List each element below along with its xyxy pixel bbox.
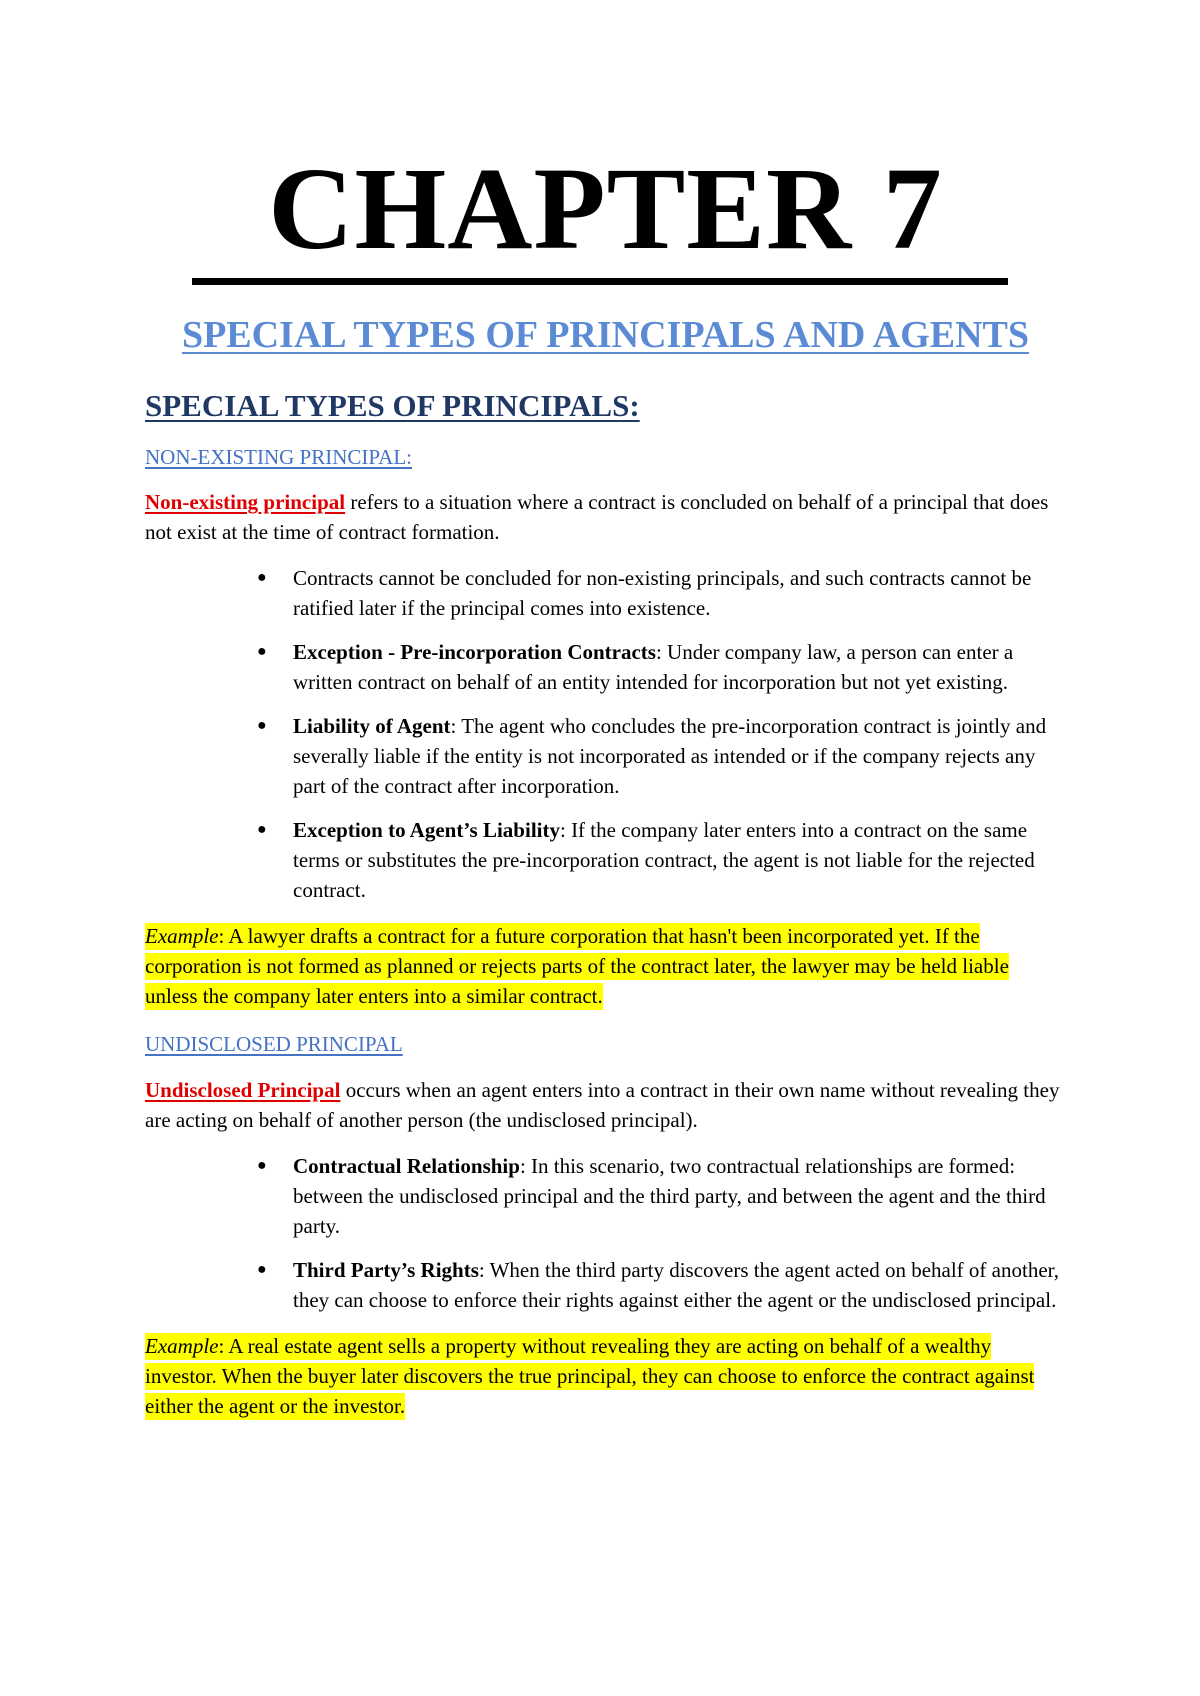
- undisclosed-principal-definition: [145, 1075, 1066, 1135]
- chapter-title: CHAPTER 7: [268, 143, 943, 274]
- bullet-label: Exception - Pre-incorporation Contracts: [293, 640, 656, 665]
- defined-term: Non-existing principal: [145, 490, 346, 515]
- bullet-icon: ●: [257, 569, 267, 587]
- bullet-icon: ●: [257, 643, 267, 661]
- bullet-icon: ●: [257, 1260, 267, 1278]
- bullet-item: [257, 637, 1066, 697]
- bullet-icon: ●: [257, 717, 267, 735]
- bullet-text: : The agent who concludes the pre-incorporation contract is jointly and severally liable if the entity is not incorporated as intended or if the company rejects any part of the contract after incorporation.: [293, 714, 1047, 799]
- bullet-text: Contracts cannot be concluded for non-existing principals, and such contracts cannot be ratified later if the principal comes into existence.: [293, 566, 1032, 621]
- non-existing-principal-bullets: [145, 563, 1066, 905]
- undisclosed-principal-heading: UNDISCLOSED PRINCIPAL: [145, 1032, 403, 1057]
- undisclosed-principal-bullets: [145, 1151, 1066, 1315]
- example-label: Example: [145, 1333, 219, 1358]
- bullet-icon: ●: [257, 1156, 267, 1174]
- bullet-text: : Under company law, a person can enter a written contract on behalf of an entity intended for incorporation but not yet existing.: [293, 640, 1014, 695]
- bullet-text: : In this scenario, two contractual relationships are formed: between the undisclosed principal and the third party, and between the agent and the third party.: [293, 1153, 1046, 1238]
- example-text: : A lawyer drafts a contract for a future corporation that hasn't been incorporated yet. If the corporation is not formed as planned or rejects parts of the contract later, the lawyer may be held liable unless the company later enters into a similar contract.: [145, 924, 1009, 1009]
- bullet-label: Liability of Agent: [293, 714, 451, 739]
- definition-text: occurs when an agent enters into a contract in their own name without revealing they are acting on behalf of another person (the undisclosed principal).: [145, 1077, 1060, 1132]
- chapter-subtitle: SPECIAL TYPES OF PRINCIPALS AND AGENTS: [181, 314, 1030, 356]
- defined-term: Undisclosed Principal: [145, 1077, 341, 1102]
- bullet-item: [257, 1151, 1066, 1241]
- undisclosed-principal-example: [145, 1331, 1066, 1421]
- bullet-text: : When the third party discovers the agent acted on behalf of another, they can choose to enforce their rights against either the agent or the undisclosed principal.: [293, 1257, 1060, 1312]
- bullet-text: : If the company later enters into a contract on the same terms or substitutes the pre-incorporation contract, the agent is not liable for the rejected contract.: [293, 818, 1035, 903]
- bullet-label: Exception to Agent’s Liability: [293, 818, 560, 843]
- chapter-title-underline: [192, 278, 1008, 285]
- example-text: : A real estate agent sells a property without revealing they are acting on behalf of a wealthy investor. When the buyer later discovers the true principal, they can choose to enforce the contract against either the agent or the investor.: [145, 1333, 1035, 1418]
- section-heading: SPECIAL TYPES OF PRINCIPALS:: [145, 387, 640, 423]
- non-existing-principal-definition: [145, 487, 1066, 547]
- bullet-item: [257, 563, 1066, 623]
- bullet-label: Contractual Relationship: [293, 1153, 520, 1178]
- bullet-item: [257, 815, 1066, 905]
- example-label: Example: [145, 924, 219, 949]
- definition-text: refers to a situation where a contract is concluded on behalf of a principal that does not exist at the time of contract formation.: [145, 490, 1049, 545]
- non-existing-principal-example: [145, 921, 1066, 1011]
- non-existing-principal-heading: NON-EXISTING PRINCIPAL:: [145, 444, 412, 469]
- bullet-item: [257, 711, 1066, 801]
- bullet-icon: ●: [257, 821, 267, 839]
- bullet-label: Third Party’s Rights: [293, 1257, 479, 1282]
- bullet-item: [257, 1255, 1066, 1315]
